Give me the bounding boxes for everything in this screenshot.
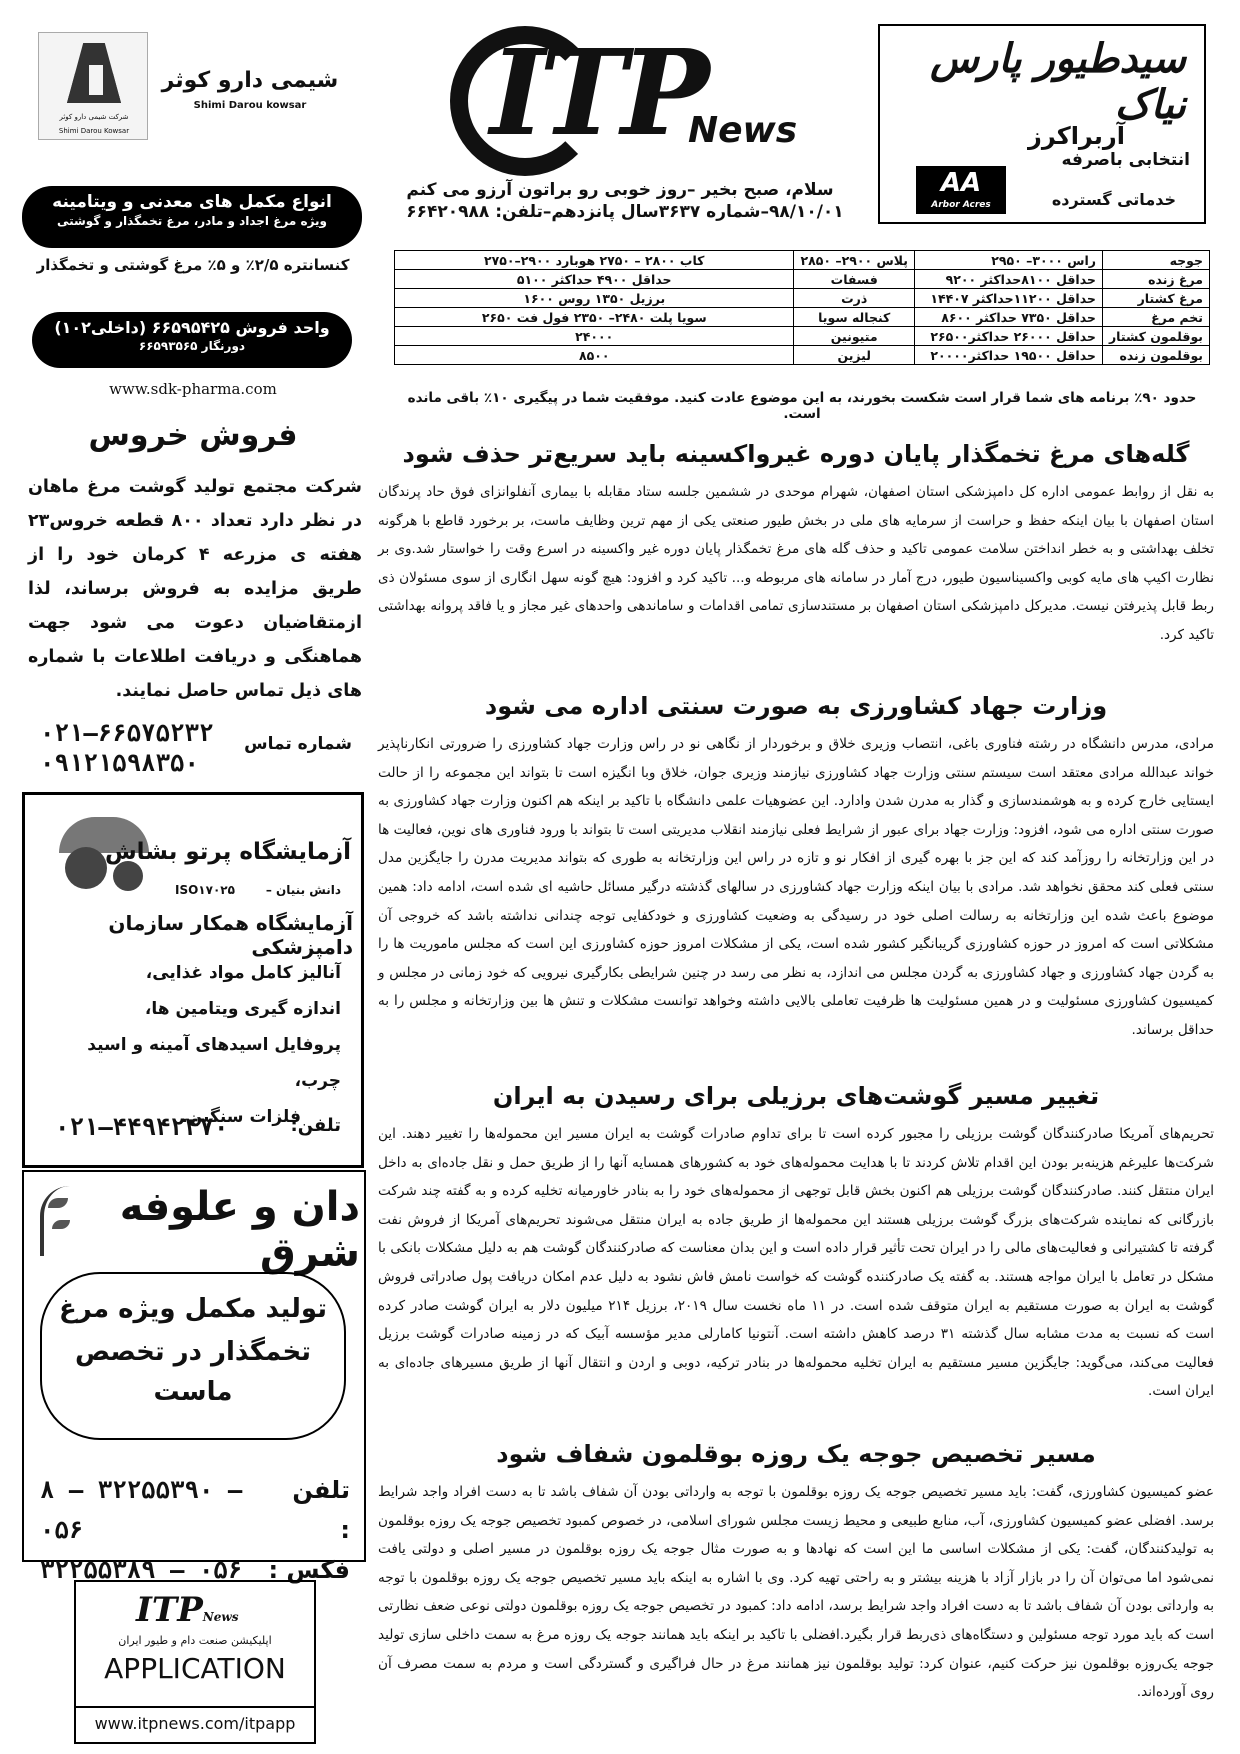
issue-line: ۹۸/۱۰/۰۱–شماره ۳۶۳۷سال پانزدهم–تلفن: ۶۶۴۲۰۹۸۸ [406, 202, 844, 222]
price-item-value: سویا پلت ۲۴۸۰– ۲۳۵۰ فول فت ۲۶۵۰ [395, 308, 794, 327]
article-body: عضو کمیسیون کشاورزی، گفت: باید مسیر تخصیص جوجه یک روزه بوقلمون با توجه به وارداتی بودن آن شفاف باشد تا به دست افراد واجد شرایط برسد. افضلی عضو کمیسیون کشاورزی، آب، منابع طبیعی و محیط زیست مجلس شورای اسلامی، در خصوص کمبود تخصیص جوجه یک روزه بوقلمون به تولیدکنندگان، گفت: یکی از مشکلات اساسی ما این است که نهادها و به صورت مثال جوجه یک روزه بوقلمون در مسیر اصلی و دولتی یافت نمی‌شود اما می‌توان آن را در بازار آزاد با هزینه بیشتر و به راحتی تهیه کرد. وی با اشاره به اینکه باید مسیر تخصیص جوجه یک روزه بوقلمون با توجه به وارداتی بودن آن شفاف باشد تا به دست افراد واجد شرایط برسد، ادامه داد: کمبود در تخصیص جوجه یک روزه بوقلمون دولتی نوعی ضعف نظارتی است که باید مورد توجه مسئولین و دستگاه‌های ذی‌ربط قرار بگیرد.افضلی با تاکید بر اینکه باید همانند جوجه یک روزه مرغ به سمت داخلی سازی تولید جوجه یک‌روزه بوقلمون نیز حرکت کنیم، عنوان کرد: تولید بوقلمون نیز همانند مرغ در حال فراگیری و گستردگی است و مردم به سمت مصرف آن روی آورده‌اند. [378, 1484, 1214, 1701]
ad-line-2: خدماتی گسترده [1051, 190, 1176, 209]
dan-title: دان و علوفه شرق [20, 1178, 366, 1258]
price-row [395, 289, 1210, 308]
rooster-sale-title: فروش خروس [88, 418, 298, 453]
lab-ad [22, 792, 364, 1168]
sales-banner: واحد فروش ۶۶۵۹۵۴۲۵ (داخلی۱۰۲) دورنگار ۶۶۵۹۳۵۶۵ [32, 312, 352, 368]
lab-service-item: آنالیز کامل مواد غذایی، [145, 963, 341, 983]
flask-icon [67, 43, 121, 103]
itp-app-title: APPLICATION [104, 1652, 286, 1685]
sdk-website-link[interactable]: www.sdk-pharma.com [109, 380, 277, 398]
dan-fax-label: فکس : [268, 1556, 350, 1584]
article-title: گله‌های مرغ تخمگذار پایان دوره غیرواکسینه باید سریع‌تر حذف شود [402, 440, 1190, 468]
price-value: حداقل ۷۳۵۰ حداکثر ۸۶۰۰ [914, 308, 1102, 327]
sdk-logo-caption-fa: شرکت شیمی دارو کوثر [59, 113, 129, 121]
price-item-value: برزیل ۱۳۵۰ روس ۱۶۰۰ [395, 289, 794, 308]
itp-app-ad[interactable] [74, 1580, 316, 1744]
lab-knowledge-based: دانش بنیان – [265, 883, 341, 897]
article [378, 440, 1214, 650]
price-category: تخم مرغ [1102, 308, 1209, 327]
price-row [395, 327, 1210, 346]
article [378, 1440, 1214, 1707]
price-row [395, 346, 1210, 365]
article-body: تحریم‌های آمریکا صادرکنندگان گوشت برزیلی را مجبور کرده است تا برای تداوم صادرات گوشت به ایران مسیر این محموله‌ها را تغییر دهند. این شرکت‌ها علیرغم هزینه‌بر بودن این اقدام تلاش کردند تا با هدایت محموله‌های خود به کشورهای همسایه آنها را از طریق حمل و نقل جاده‌ای به داخل ایران منتقل کنند. صادرکنندگان گوشت برزیلی هم اکنون بخش قابل توجهی از محموله‌های خود را به بنادر خاورمیانه تخلیه کرده و به گفته چند شرکت بازرگانی که نماینده شرکت‌های بزرگ گوشت برزیلی هستند این محموله‌ها از طریق جاده به ایران منتقل می‌شوند تحریم‌های آمریکا از فروش نفت گرفته تا کشتیرانی و فعالیت‌های مالی را در ایران تحت تأثیر قرار داده است و این بدان معناست که صادرکنندگان گوشت هم به دلیل مشکلات بانکی با مشکل در تعامل با ایران مواجه هستند. به گفته یک صادرکننده گوشت که خواست نامش فاش نشود به دلیل عدم امکان دریافت پول صادراتی فروش گوشت به ایران به صورت مستقیم به ایران متوقف شده است. در ۱۱ ماه نخست سال ۲۰۱۹، برزیل ۲۱۴ میلیون دلار به ایران گوشت صادر کرده است که نسبت به مدت مشابه سال گذشته ۳۱ درصد کاهش داشته است. آنتونیا کامارلی مدیر مؤسسه آبیک که در زمینه صادرات گوشت برزیل فعالیت می‌کند، می‌گوید: جایگزین مسیر مستقیم به ایران تخلیه محموله‌ها در بنادر ترکیه، دوبی و اردن و انتقال آنها از طریق مسیرهای جاده‌ای به ایران است. [378, 1126, 1214, 1400]
greeting-line: سلام، صبح بخیر –روز خوبی رو براتون آرزو می کنم [406, 180, 834, 200]
rooster-phone-2: ۰۹۱۲۱۵۹۸۳۵۰ [40, 749, 199, 777]
pars-niak-logo: سیدطیور پارس نیاک [930, 36, 1186, 128]
rooster-phones [40, 718, 230, 778]
article-title: مسیر تخصیص جوجه یک روزه بوقلمون شفاف شود [496, 1440, 1096, 1468]
article-body: به نقل از روابط عمومی اداره کل دامپزشکی استان اصفهان، شهرام موحدی در ششمین جلسه ستاد مقابله با بیماری آنفلوانزای فوق حاد پرندگان استان اصفهان با بیان اینکه حفظ و حراست از سرمایه های ملی در بخش طیور صنعتی یکی از مهم ترین وظایف ماست، بر برخورد قاطع با هرگونه تخلف بهداشتی و به خطر انداختن سلامت عمومی تاکید و حذف گله های مرغ تخمگذار پایان دوره غیر واکسینه در اسرع وقت را خواستار شد.وی بر نظارت اکیپ های مایه کوبی واکسیناسیون طیور، درج آمار در سامانه های مربوطه و... تاکید کرد و افزود: هیچ گونه سهل انگاری از سوی مسئولان ذی ربط قابل پذیرفتن نیست. مدیرکل دامپزشکی استان اصفهان بر مستندسازی تمامی اقدامات و ساماندهی واحدهای غیر مجاز و یا فاقد پروانه بهداشتی تاکید کرد. [378, 484, 1214, 643]
itp-logo-news: News [688, 110, 798, 151]
lab-service-item: پروفایل اسیدهای آمینه و اسید چرب، [87, 1035, 341, 1091]
article-title: تغییر مسیر گوشت‌های برزیلی برای رسیدن به ایران [492, 1082, 1100, 1110]
price-category: مرغ کشتار [1102, 289, 1209, 308]
motto-line: حدود ۹۰٪ برنامه های شما قرار است شکست بخورند، به این موضوع عادت کنید. موفقیت شما در پیگیری ۱۰٪ باقی مانده است. [407, 390, 1197, 422]
lab-iso: ISO۱۷۰۲۵ [175, 883, 235, 897]
lab-tel: ۰۲۱–۴۴۹۴۲۴۷۰ [55, 1113, 229, 1141]
article [378, 1082, 1214, 1406]
itp-logo-letters: ITP [490, 23, 704, 162]
price-value: حداقل ۱۱۲۰۰حداکثر ۱۴۴۰۷ [914, 289, 1102, 308]
dan-tel-label: تلفن : [292, 1476, 350, 1544]
price-value: حداقل ۲۶۰۰۰ حداکثر۲۶۵۰۰ [914, 327, 1102, 346]
price-row [395, 270, 1210, 289]
price-item: متیونین [794, 327, 914, 346]
price-category: بوقلمون کشتار [1102, 327, 1209, 346]
price-category: بوقلمون زنده [1102, 346, 1209, 365]
supplements-banner: انواع مکمل های معدنی و ویتامینه ویژه مرغ اجداد و مادر، مرغ تخمگذار و گوشتی [22, 186, 362, 248]
lab-service-item: فلزات سنگین. [181, 1107, 301, 1127]
dan-tel: ۸ – ۳۲۲۵۵۳۹۰ – ۰۵۶ [40, 1476, 243, 1544]
price-item: فسفات [794, 270, 914, 289]
itp-app-subtitle: اپلیکیشن صنعت دام و طیور ایران [118, 1634, 272, 1647]
arbor-acres-title: آربراکرز [1028, 122, 1125, 150]
lab-tel-label: تلفن: [290, 1115, 341, 1136]
price-item-value: ۸۵۰۰ [395, 346, 794, 365]
price-value: راس ۳۰۰۰– ۲۹۵۰ [914, 251, 1102, 270]
article-title: وزارت جهاد کشاورزی به صورت سنتی اداره می شود [484, 692, 1108, 720]
price-item: لیزین [794, 346, 914, 365]
dan-fax: ۳۲۲۵۵۳۸۹ – ۰۵۶ [40, 1556, 243, 1584]
rooster-phone-1: ۰۲۱–۶۶۵۷۵۲۳۲ [40, 719, 214, 747]
itp-app-logo: ITPNews [136, 1590, 239, 1630]
itp-news-logo [450, 20, 810, 180]
article-body: مرادی، مدرس دانشگاه در رشته فناوری باغی، انتصاب وزیری خلاق و برخوردار از نگاهی نو در راس وزارت جهاد کشاورزی را ضرورتی انکارناپذیر خواند عبدالله مرادی معتقد است سیستم سنتی وزارت جهاد کشاورزی نیازمند وزیری جوان، خلاق وبا انگیزه است تا بتواند این مجموعه را از حالت ایستایی خارج کرده و به هوشمندسازی و گذار به مدرن شدن وادارد. این عضوهیات علمی دانشگاه با تاکید بر اینکه هم اکنون وزارت جهاد کشاورزی به صورت سنتی اداره می شود، افزود: وزارت جهاد برای عبور از شرایط فعلی نیازمند انقلاب مدیریتی است تا بتواند با ورود فناوری های نوین، فعالیت ها در این وزارتخانه را روزآمد کند که این جز با بهره گیری از افکار نو و تازه در راس این وزارتخانه به طوری که بتواند مدیریت مدرن را جایگزین مدل سنتی فعلی کند محقق نخواهد شد. مرادی با بیان اینکه وزارت جهاد کشاورزی در سالهای گذشته درگیر مسائل حاشیه ای شده است، ادامه داد: همین موضوع باعث شده این وزارتخانه به رسالت اصلی خود در رسیدگی به وضعیت کشاورزی و خودکفایی توجه چندانی نداشته باشد که خروجی آن مشکلاتی است که امروز در حوزه کشاورزی گریبانگیر کشور شده است، یکی از مشکلات امروز حوزه کشاورزی این است که مجلس ماموریت ها را به گردن جهاد کشاورزی و جهاد کشاورزی به گردن مجلس می اندازد، به نظر می رسد در چنین شرایطی بکارگیری نیرویی که خود زمانی در مجلس و کمیسیون کشاورزی مسئولیت و در همین مسئولیت ها ظرفیت تعاملی بالایی داشته وخواهد توانست مشکلات و تنش ها بین وزارتخانه و مجلس را به حداقل برساند. [378, 736, 1214, 1038]
price-item: کنجاله سویا [794, 308, 914, 327]
lab-partner-line: آزمایشگاه همکار سازمان دامپزشکی [108, 911, 353, 959]
price-row [395, 308, 1210, 327]
sdk-title: شیمی دارو کوثر [161, 68, 339, 93]
lab-services [41, 955, 341, 1135]
price-item-value: حداقل ۴۹۰۰ حداکثر ۵۱۰۰ [395, 270, 794, 289]
itp-app-url[interactable]: www.itpnews.com/itpapp [76, 1706, 314, 1733]
price-category: جوجه [1102, 251, 1209, 270]
price-item-value: ۲۴۰۰۰ [395, 327, 794, 346]
price-value: حداقل ۱۹۵۰۰ حداکثر۲۰۰۰۰ [914, 346, 1102, 365]
price-value: حداقل ۸۱۰۰حداکثر ۹۲۰۰ [914, 270, 1102, 289]
article [378, 692, 1214, 1045]
price-table [394, 250, 1210, 365]
concentrate-line: کنسانتره ۲/۵٪ و ۵٪ مرغ گوشتی و تخمگذار [36, 256, 350, 274]
rooster-phone-label: شماره تماس [244, 734, 352, 754]
sdk-title-en: Shimi Darou kowsar [193, 100, 307, 111]
price-item: پلاس ۲۹۰۰– ۲۸۵۰ [794, 251, 914, 270]
price-item-value: کاب ۲۸۰۰ – ۲۷۵۰ هوبارد ۲۹۰۰–۲۷۵۰ [395, 251, 794, 270]
lab-title: آزمایشگاه پرتو بشاش [104, 839, 351, 865]
dan-contact [40, 1470, 350, 1590]
dan-product-box: تولید مکمل ویژه مرغ تخمگذار در تخصص ماست [40, 1272, 346, 1440]
arbor-acres-logo: AA Arbor Acres [916, 166, 1006, 214]
lab-service-item: اندازه گیری ویتامین ها، [144, 999, 341, 1019]
ad-pars-niak [878, 24, 1206, 224]
sdk-logo-caption-en: Shimi Darou Kowsar [58, 127, 130, 135]
sdk-logo [38, 32, 148, 140]
price-category: مرغ زنده [1102, 270, 1209, 289]
price-row [395, 251, 1210, 270]
ad-line-1: انتخابی باصرفه [1061, 150, 1190, 170]
rooster-sale-body: شرکت مجتمع تولید گوشت مرغ ماهان در نظر دارد تعداد ۸۰۰ قطعه خروس۲۳ هفته ی مزرعه ۴ کرمان خود را از طریق مزایده به فروش برساند، لذا ازمتقاضیان دعوت می شود جهت هماهنگی و دریافت اطلاعات با شماره های ذیل تماس حاصل نمایند. [28, 477, 362, 701]
price-item: ذرت [794, 289, 914, 308]
